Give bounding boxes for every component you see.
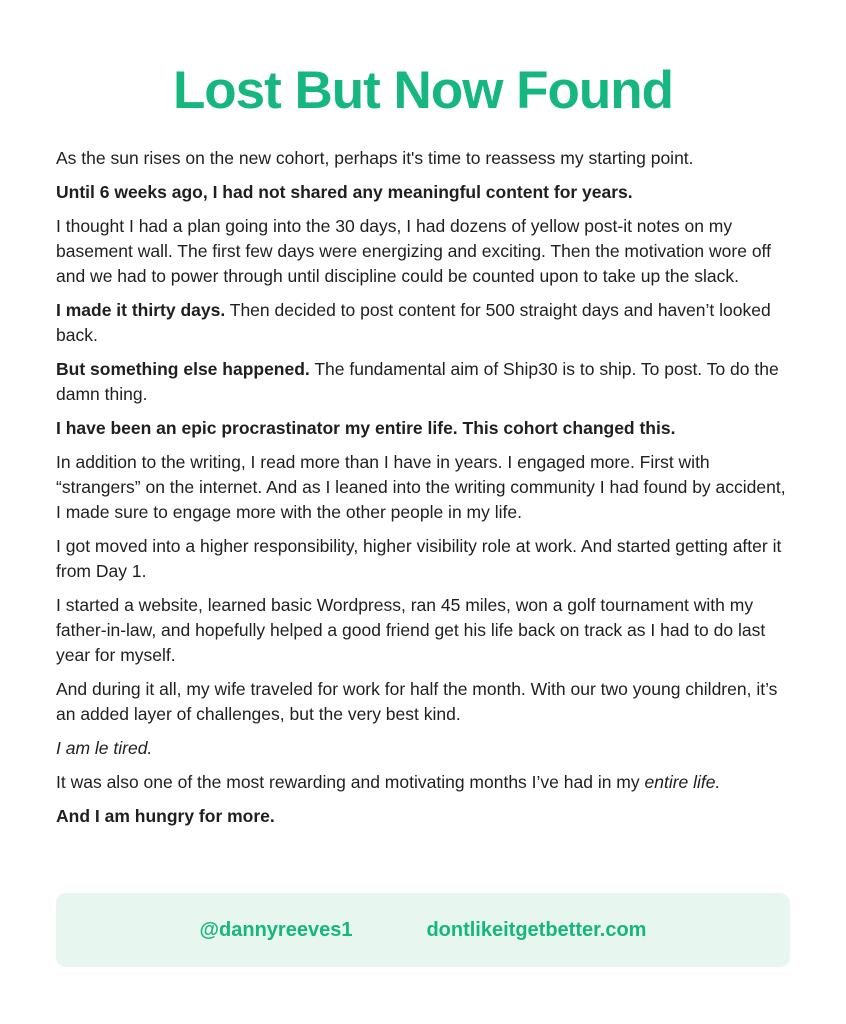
paragraph-writing: In addition to the writing, I read more than I have in years. I engaged more. First with “strangers” on the internet. And as I leaned into the writing community I had found by accident, I made sure to engage more with the other people in my life.: [56, 452, 786, 522]
paragraph-thirty-days: [56, 298, 790, 348]
paragraph-work-role: I got moved into a higher responsibility, higher visibility role at work. And started getting after it from Day 1.: [56, 536, 782, 581]
bold-lead: But something else happened.: [56, 359, 310, 379]
paragraph-website: I started a website, learned basic Wordpress, ran 45 miles, won a golf tournament with my father-in-law, and hopefully helped a good friend get his life back on track as I had to do last year for myself.: [56, 595, 766, 665]
paragraph-procrastinator: I have been an epic procrastinator my entire life. This cohort changed this.: [56, 418, 676, 438]
paragraph-wife: And during it all, my wife traveled for work for half the month. With our two young children, it’s an added layer of challenges, but the very best kind.: [56, 679, 778, 724]
footer-banner: [56, 893, 790, 967]
paragraph-rewarding: [56, 770, 790, 795]
twitter-handle[interactable]: @dannyreeves1: [199, 918, 353, 941]
paragraph-text: It was also one of the most rewarding and motivating months I’ve had in my: [56, 772, 645, 792]
paragraph-until-6-weeks: Until 6 weeks ago, I had not shared any meaningful content for years.: [56, 182, 633, 202]
paragraph-something-else: [56, 357, 790, 407]
website-link[interactable]: dontlikeitgetbetter.com: [426, 918, 647, 941]
paragraph-plan: I thought I had a plan going into the 30 days, I had dozens of yellow post-it notes on my basement wall. The first few days were energizing and exciting. Then the motivation wore off and we had to power through until discipline could be counted upon to take up the slack.: [56, 216, 771, 286]
paragraph-hungry: And I am hungry for more.: [56, 806, 275, 826]
paragraph-rest: The fundamental aim of Ship30 is to ship. To post. To do the damn thing.: [56, 359, 779, 404]
bold-lead: I made it thirty days.: [56, 300, 226, 320]
page-title: Lost But Now Found: [172, 61, 674, 120]
italic-emphasis: entire life.: [644, 772, 721, 792]
paragraph-intro: As the sun rises on the new cohort, perhaps it's time to reassess my starting point.: [56, 148, 694, 168]
article-body: [56, 146, 790, 829]
paragraph-tired: I am le tired.: [56, 738, 153, 758]
paragraph-rest: Then decided to post content for 500 straight days and haven’t looked back.: [56, 300, 771, 345]
article: [56, 0, 790, 838]
